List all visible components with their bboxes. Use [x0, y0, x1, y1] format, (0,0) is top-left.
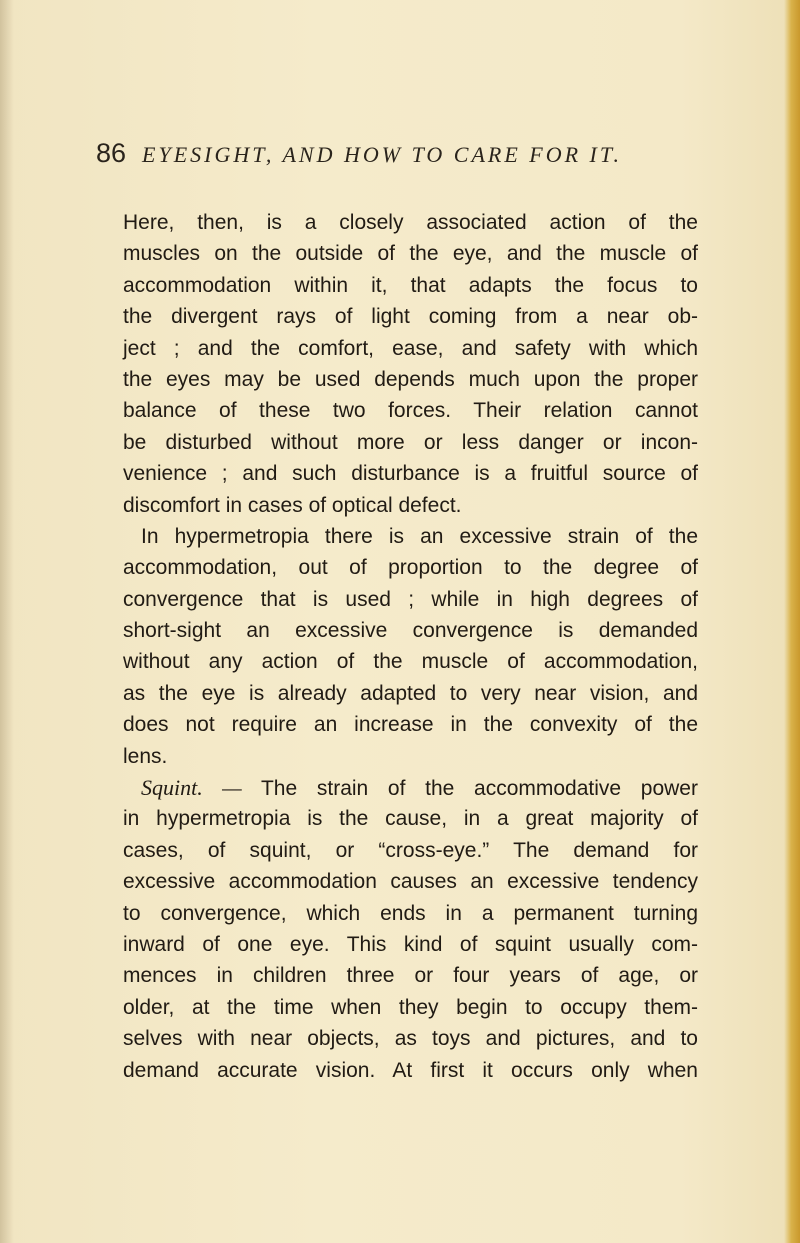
- body-text: [123, 207, 698, 1086]
- text-line: balance of these two forces. Their relation cannot: [123, 399, 698, 423]
- text-line: without any action of the muscle of accommodation,: [123, 650, 698, 674]
- text-line: In hypermetropia there is an excessive strain of the: [141, 524, 698, 548]
- text-line: the eyes may be used depends much upon the proper: [123, 367, 698, 391]
- text-line: be disturbed without more or less danger or incon-: [123, 430, 698, 454]
- text-line: older, at the time when they begin to occupy them-: [123, 995, 698, 1019]
- text-line: does not require an increase in the convexity of the: [123, 713, 698, 737]
- text-line: venience ; and such disturbance is a fruitful source of: [123, 462, 698, 486]
- text-line: accommodation, out of proportion to the degree of: [123, 556, 698, 580]
- text-line: the divergent rays of light coming from a near ob-: [123, 305, 698, 329]
- text-line-squint: [123, 772, 698, 803]
- text-line-rest: The strain of the accommodative power: [260, 777, 698, 801]
- text-line: as the eye is already adapted to very near vision, and: [123, 681, 698, 705]
- text-line: lens.: [123, 744, 168, 768]
- text-line: demand accurate vision. At first it occurs only when: [123, 1058, 698, 1082]
- text-line: selves with near objects, as toys and pictures, and to: [123, 1027, 698, 1051]
- text-line: ject ; and the comfort, ease, and safety with which: [123, 336, 698, 360]
- text-line: short-sight an excessive convergence is demanded: [123, 619, 698, 643]
- page-header: [96, 138, 716, 178]
- running-title: EYESIGHT, AND HOW TO CARE FOR IT.: [142, 142, 622, 167]
- text-line: discomfort in cases of optical defect.: [123, 493, 462, 517]
- page-number: 86: [96, 138, 127, 168]
- text-line: mences in children three or four years of age, or: [123, 964, 698, 988]
- page-gutter-shadow: [0, 0, 14, 1243]
- text-line: excessive accommodation causes an excessive tendency: [123, 870, 698, 894]
- text-line: convergence that is used ; while in high degrees of: [123, 587, 698, 611]
- text-line: cases, of squint, or “cross-eye.” The demand for: [123, 838, 698, 862]
- text-line: in hypermetropia is the cause, in a great majority of: [123, 807, 698, 831]
- text-line: inward of one eye. This kind of squint usually com-: [123, 932, 698, 956]
- text-line: accommodation within it, that adapts the focus to: [123, 273, 698, 297]
- text-line: muscles on the outside of the eye, and the muscle of: [123, 242, 698, 266]
- squint-heading: Squint. —: [141, 775, 242, 801]
- page-edge: [784, 0, 800, 1243]
- text-line: to convergence, which ends in a permanent turning: [123, 901, 698, 925]
- text-line: Here, then, is a closely associated action of the: [123, 211, 698, 234]
